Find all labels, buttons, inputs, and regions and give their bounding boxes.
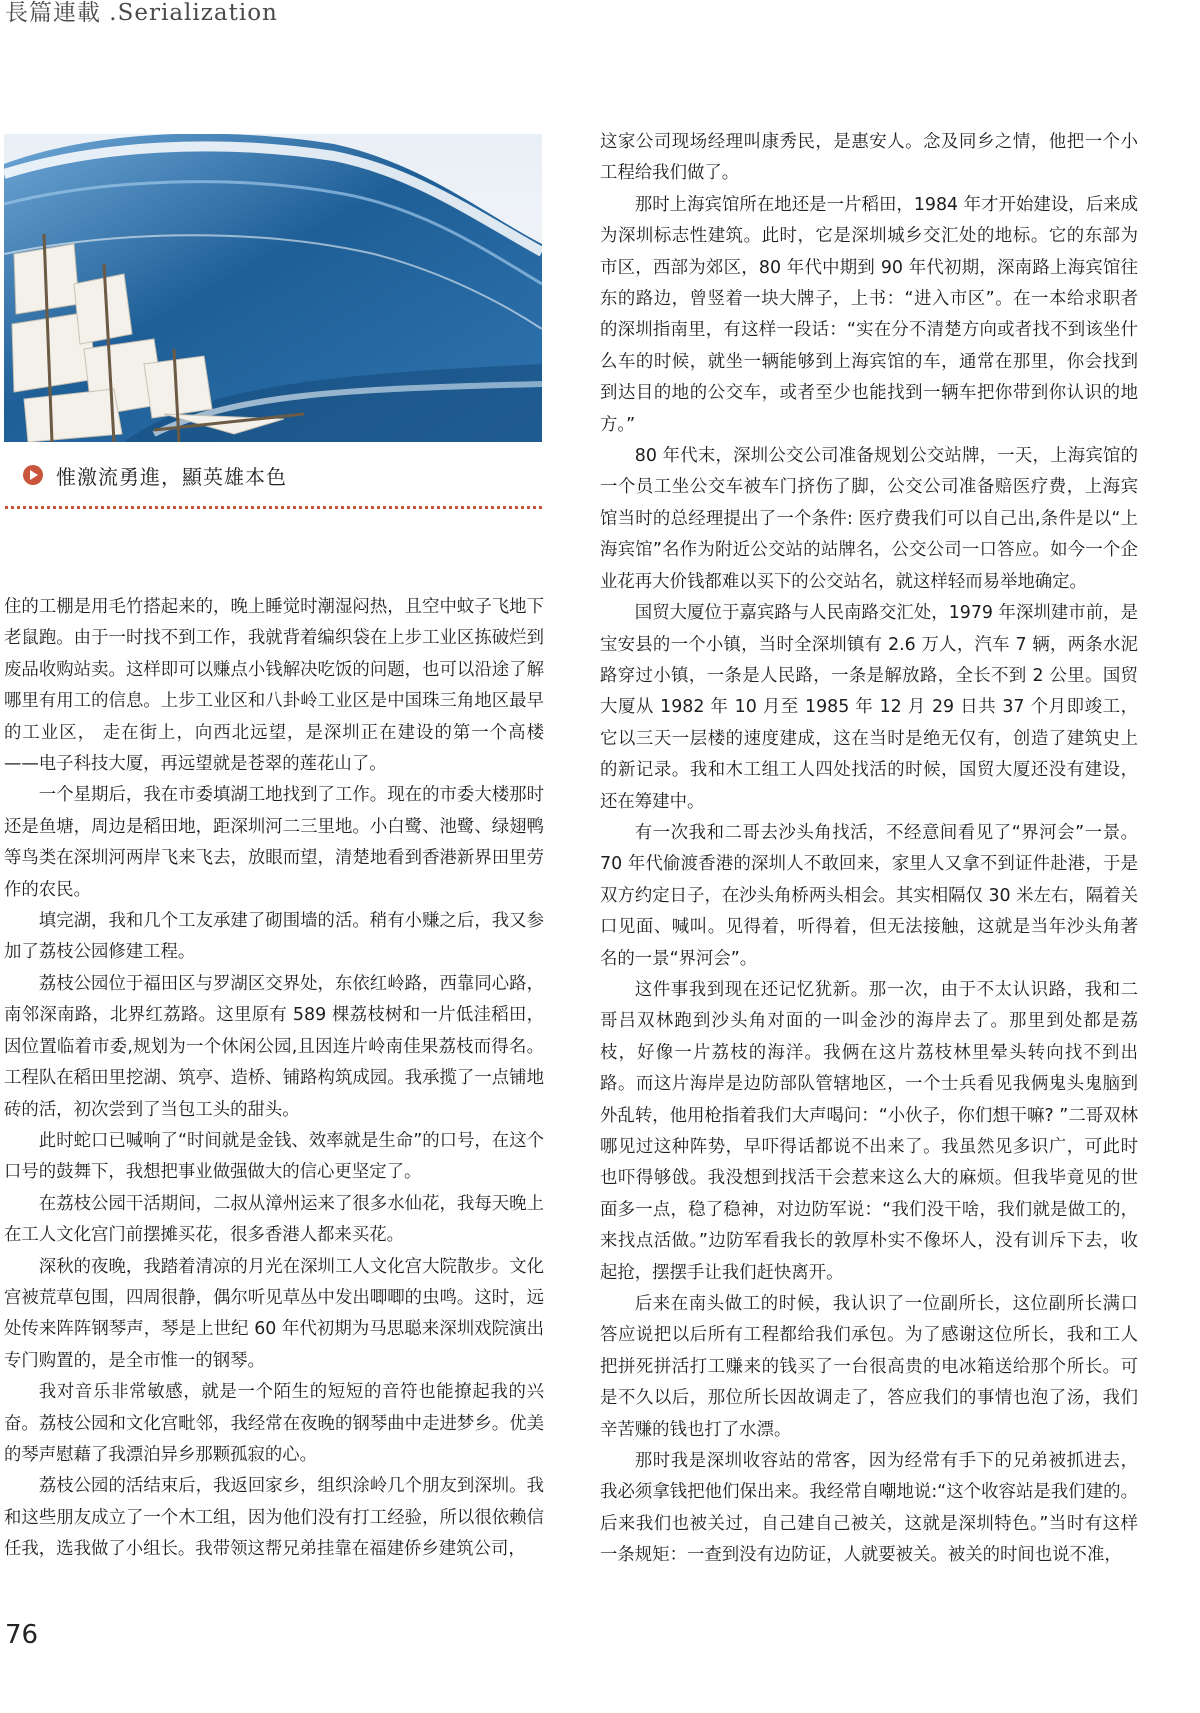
paragraph: 住的工棚是用毛竹搭起来的，晚上睡觉时潮湿闷热，且空中蚊子飞地下老鼠跑。由于一时找不到工作，我就背着编织袋在上步工业区拣破烂到废品收购站卖。这样即可以赚点小钱解决吃饭的问题，也可以沿途了解哪里有用工的信息。上步工业区和八卦岭工业区是中国珠三角地区最早的工业区， 走在街上，向西北远望，是深圳正在建设的第一个高楼——电子科技大厦，再远望就是苍翠的莲花山了。 [4,597,544,775]
right-text-column [600,127,1138,1572]
paragraph: 深秋的夜晚，我踏着清凉的月光在深圳工人文化宫大院散步。文化宫被荒草包围，四周很静，偶尔听见草丛中发出唧唧的虫鸣。这时，远处传来阵阵钢琴声，琴是上世纪 60 年代初期为马思聪来深圳戏院演出专门购置的，是全市惟一的钢琴。 [4,1256,544,1371]
wave-illustration [4,134,542,442]
paragraph: 填完湖，我和几个工友承建了砌围墙的活。稍有小赚之后，我又参加了荔枝公园修建工程。 [4,911,544,963]
paragraph: 荔枝公园的活结束后，我返回家乡，组织涂岭几个朋友到深圳。我和这些朋友成立了一个木工组，因为他们没有打工经验，所以很依赖信任我，选我做了小组长。我带领这帮兄弟挂靠在福建侨乡建筑公司， [4,1476,544,1560]
paragraph: 国贸大厦位于嘉宾路与人民南路交汇处，1979 年深圳建市前，是宝安县的一个小镇，当时全深圳镇有 2.6 万人，汽车 7 辆，两条水泥路穿过小镇，一条是人民路，一条是解放路，全长不到 2 公里。国贸大厦从 1982 年 10 月至 1985 年 12 月 29 日共 37 个月即竣工，它以三天一层楼的速度建成，这在当时是绝无仅有，创造了建筑史上的新记录。我和木工组工人四处找活的时候，国贸大厦还没有建设，还在筹建中。 [600,603,1138,812]
play-triangle-icon [22,464,44,486]
paragraph: 我对音乐非常敏感，就是一个陌生的短短的音符也能撩起我的兴奋。荔枝公园和文化宫毗邻，我经常在夜晚的钢琴曲中走进梦乡。优美的琴声慰藉了我漂泊异乡那颗孤寂的心。 [4,1382,544,1465]
paragraph: 这件事我到现在还记忆犹新。那一次，由于不太认识路，我和二哥吕双林跑到沙头角对面的一叫金沙的海岸去了。那里到处都是荔枝，好像一片荔枝的海洋。我俩在这片荔枝林里晕头转向找不到出路。而这片海岸是边防部队管辖地区，一个士兵看见我俩鬼头鬼脑到外乱转，他用枪指着我们大声喝问：“小伙子，你们想干嘛? ”二哥双林哪见过这种阵势，早吓得话都说不出来了。我虽然见多识广，可此时也吓得够戗。我没想到找活干会惹来这么大的麻烦。但我毕竟见的世面多一点，稳了稳神，对边防军说：“我们没干啥，我们就是做工的，来找点活做。”边防军看我长的敦厚朴实不像坏人，没有训斥下去，收起抢，摆摆手让我们赶快离开。 [600,979,1138,1283]
paragraph: 在荔枝公园干活期间，二叔从漳州运来了很多水仙花，我每天晚上在工人文化宫门前摆摊买花，很多香港人都来买花。 [4,1193,544,1246]
paragraph: 那时上海宾馆所在地还是一片稻田，1984 年才开始建设，后来成为深圳标志性建筑。此时，它是深圳城乡交汇处的地标。它的东部为市区，西部为郊区，80 年代中期到 90 年代初期，深南路上海宾馆往东的路边，曾竖着一块大牌子，上书：“进入市区”。在一本给求职者的深圳指南里，有这样一段话：“实在分不清楚方向或者找不到该坐什么车的时候，就坐一辆能够到上海宾馆的车，通常在那里，你会找到到达目的地的公交车，或者至少也能找到一辆车把你带到你认识的地方。” [600,194,1138,435]
paragraph: 这家公司现场经理叫康秀民，是惠安人。念及同乡之情，他把一个小工程给我们做了。 [600,132,1138,184]
paragraph: 那时我是深圳收容站的常客，因为经常有手下的兄弟被抓进去，我必须拿钱把他们保出来。我经常自嘲地说:“这个收容站是我们建的。后来我们也被关过，自己建自己被关，这就是深圳特色。”当时有这样一条规矩：一查到没有边防证，人就要被关。被关的时间也说不准， [600,1451,1138,1566]
caption-text: 惟激流勇進，顯英雄本色 [56,464,287,489]
paragraph: 有一次我和二哥去沙头角找活，不经意间看见了“界河会”一景。70 年代偷渡香港的深圳人不敢回来，家里人又拿不到证件赴港，于是双方约定日子，在沙头角桥两头相会。其实相隔仅 30 米左右，隔着关口见面、喊叫。见得着，听得着，但无法接触，这就是当年沙头角著名的一景“界河会”。 [600,822,1138,969]
caption-divider [5,506,542,509]
paragraph: 一个星期后，我在市委填湖工地找到了工作。现在的市委大楼那时还是鱼塘，周边是稻田地，距深圳河二三里地。小白鹭、池鹭、绿翅鸭等鸟类在深圳河两岸飞来飞去，放眼而望，清楚地看到香港新界田里劳作的农民。 [4,785,544,900]
sailing-ship-wave-image [4,134,542,442]
left-text-column [4,592,544,1566]
paragraph: 此时蛇口已喊响了“时间就是金钱、效率就是生命”的口号，在这个口号的鼓舞下，我想把事业做强做大的信心更坚定了。 [4,1130,544,1183]
paragraph: 后来在南头做工的时候，我认识了一位副所长，这位副所长满口答应说把以后所有工程都给我们承包。为了感谢这位所长，我和工人把拼死拼活打工赚来的钱买了一台很高贵的电冰箱送给那个所长。可是不久以后，那位所长因故调走了，答应我们的事情也泡了汤，我们辛苦赚的钱也打了水漂。 [600,1294,1138,1440]
figure-caption [22,460,542,490]
page-number: 76 [5,1620,39,1650]
paragraph: 80 年代末，深圳公交公司准备规划公交站牌，一天，上海宾馆的一个员工坐公交车被车门挤伤了脚，公交公司准备赔医疗费，上海宾馆当时的总经理提出了一个条件: 医疗费我们可以自己出,条件是以“上海宾馆”名作为附近公交站的站牌名，公交公司一口答应。如今一个企业花再大价钱都难以买下的公交站名，就这样轻而易举地确定。 [600,446,1138,592]
running-header: 長篇連載 .Serialization [5,0,278,26]
paragraph: 荔枝公园位于福田区与罗湖区交界处，东依红岭路，西靠同心路，南邻深南路，北界红荔路。这里原有 589 棵荔枝树和一片低洼稻田，因位置临着市委,规划为一个休闲公园,且因连片岭南佳果荔枝而得名。工程队在稻田里挖湖、筑亭、造桥、铺路构筑成园。我承揽了一点铺地砖的活，初次尝到了当包工头的甜头。 [4,973,544,1120]
